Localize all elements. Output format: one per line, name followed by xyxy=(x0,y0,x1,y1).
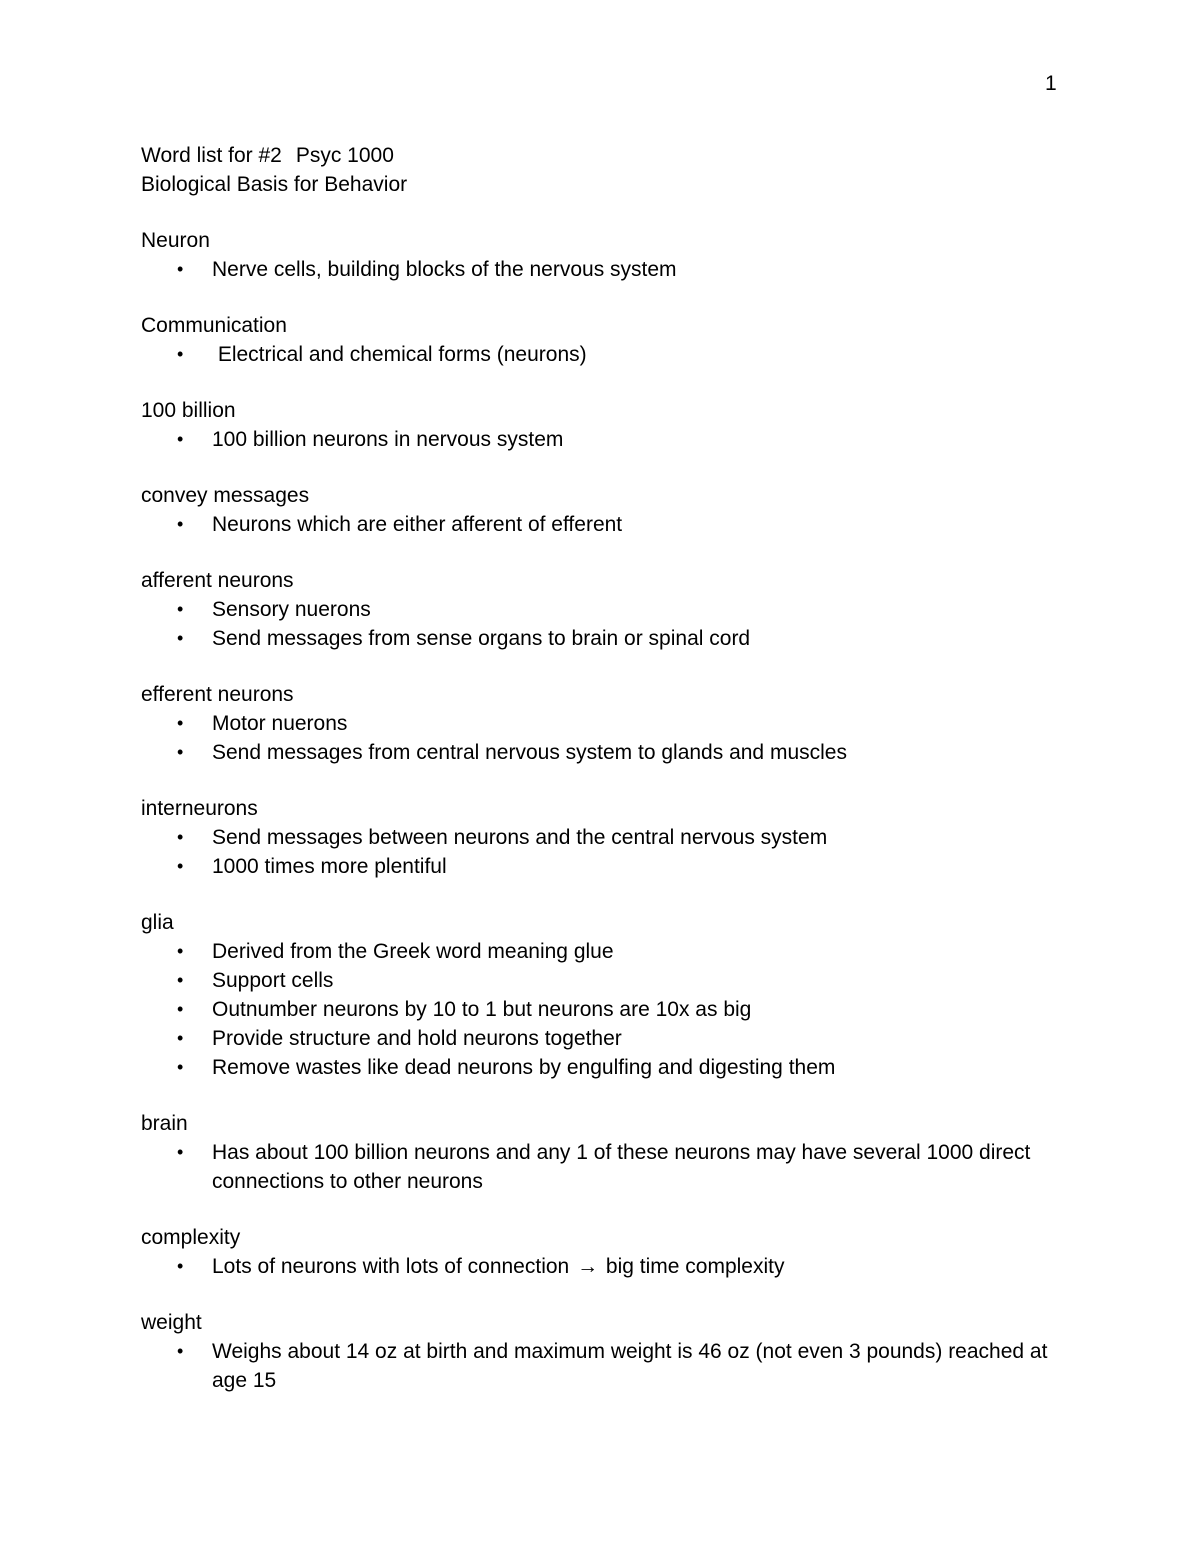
list-item: • Send messages between neurons and the central nervous system xyxy=(141,823,1071,852)
list-item: • Weighs about 14 oz at birth and maximum weight is 46 oz (not even 3 pounds) reached at age 15 xyxy=(141,1337,1071,1395)
term-heading: complexity xyxy=(141,1226,241,1249)
bullet-icon: • xyxy=(177,941,184,961)
list-item: • Send messages from central nervous system to glands and muscles xyxy=(141,738,1071,767)
term-heading: 100 billion xyxy=(141,399,236,422)
bullet-icon: • xyxy=(177,1057,184,1077)
section-neuron xyxy=(141,226,1071,284)
bullet-icon: • xyxy=(177,628,184,648)
section-glia xyxy=(141,908,1071,1082)
section-weight xyxy=(141,1308,1071,1395)
bullet-list xyxy=(141,510,1071,539)
page-number: 1 xyxy=(1045,72,1057,95)
list-item: • Lots of neurons with lots of connection → big time complexity xyxy=(141,1252,1071,1281)
bullet-icon: • xyxy=(177,856,184,876)
section-brain xyxy=(141,1109,1071,1196)
term-heading: weight xyxy=(141,1311,202,1334)
section-100-billion xyxy=(141,396,1071,454)
bullet-icon: • xyxy=(177,827,184,847)
bullet-icon: • xyxy=(177,1256,184,1276)
bullet-icon: • xyxy=(177,999,184,1019)
bullet-list xyxy=(141,709,1071,767)
list-item: • 100 billion neurons in nervous system xyxy=(141,425,1071,454)
term-heading: brain xyxy=(141,1112,188,1135)
list-item: • Sensory nuerons xyxy=(141,595,1071,624)
list-item: • Derived from the Greek word meaning glue xyxy=(141,937,1071,966)
document-body xyxy=(141,141,1071,1395)
section-afferent-neurons xyxy=(141,566,1071,653)
section-convey-messages xyxy=(141,481,1071,539)
bullet-list xyxy=(141,595,1071,653)
bullet-icon: • xyxy=(177,344,184,364)
bullet-list xyxy=(141,425,1071,454)
term-heading: Communication xyxy=(141,314,287,337)
bullet-icon: • xyxy=(177,970,184,990)
term-heading: afferent neurons xyxy=(141,569,294,592)
list-item: • Send messages from sense organs to brain or spinal cord xyxy=(141,624,1071,653)
list-item: • Neurons which are either afferent of efferent xyxy=(141,510,1071,539)
list-item: • Has about 100 billion neurons and any 1 of these neurons may have several 1000 direct connections to other neurons xyxy=(141,1138,1071,1196)
term-heading: efferent neurons xyxy=(141,683,294,706)
list-item: • Electrical and chemical forms (neurons) xyxy=(141,340,1071,369)
bullet-list xyxy=(141,255,1071,284)
term-heading: interneurons xyxy=(141,797,258,820)
bullet-icon: • xyxy=(177,1028,184,1048)
bullet-icon: • xyxy=(177,1142,184,1162)
list-item: • 1000 times more plentiful xyxy=(141,852,1071,881)
bullet-icon: • xyxy=(177,259,184,279)
bullet-list xyxy=(141,1252,1071,1281)
bullet-icon: • xyxy=(177,429,184,449)
term-heading: Neuron xyxy=(141,229,210,252)
document-subtitle: Biological Basis for Behavior xyxy=(141,173,408,196)
bullet-icon: • xyxy=(177,713,184,733)
list-item: • Motor nuerons xyxy=(141,709,1071,738)
document-title xyxy=(141,141,1071,170)
title-part-1: Word list for #2 xyxy=(141,144,282,167)
title-part-2: Psyc 1000 xyxy=(295,144,394,167)
bullet-icon: • xyxy=(177,1341,184,1361)
section-interneurons xyxy=(141,794,1071,881)
bullet-icon: • xyxy=(177,742,184,762)
section-complexity xyxy=(141,1223,1071,1281)
list-item: • Nerve cells, building blocks of the nervous system xyxy=(141,255,1071,284)
bullet-list xyxy=(141,937,1071,1082)
bullet-list xyxy=(141,1138,1071,1196)
list-item: • Provide structure and hold neurons together xyxy=(141,1024,1071,1053)
bullet-icon: • xyxy=(177,599,184,619)
term-heading: glia xyxy=(141,911,174,934)
bullet-list xyxy=(141,340,1071,369)
list-item: • Outnumber neurons by 10 to 1 but neurons are 10x as big xyxy=(141,995,1071,1024)
section-communication xyxy=(141,311,1071,369)
bullet-list xyxy=(141,1337,1071,1395)
section-efferent-neurons xyxy=(141,680,1071,767)
list-item: • Remove wastes like dead neurons by engulfing and digesting them xyxy=(141,1053,1071,1082)
right-arrow-icon: → xyxy=(577,1255,599,1278)
term-heading: convey messages xyxy=(141,484,310,507)
bullet-icon: • xyxy=(177,514,184,534)
bullet-list xyxy=(141,823,1071,881)
list-item: • Support cells xyxy=(141,966,1071,995)
